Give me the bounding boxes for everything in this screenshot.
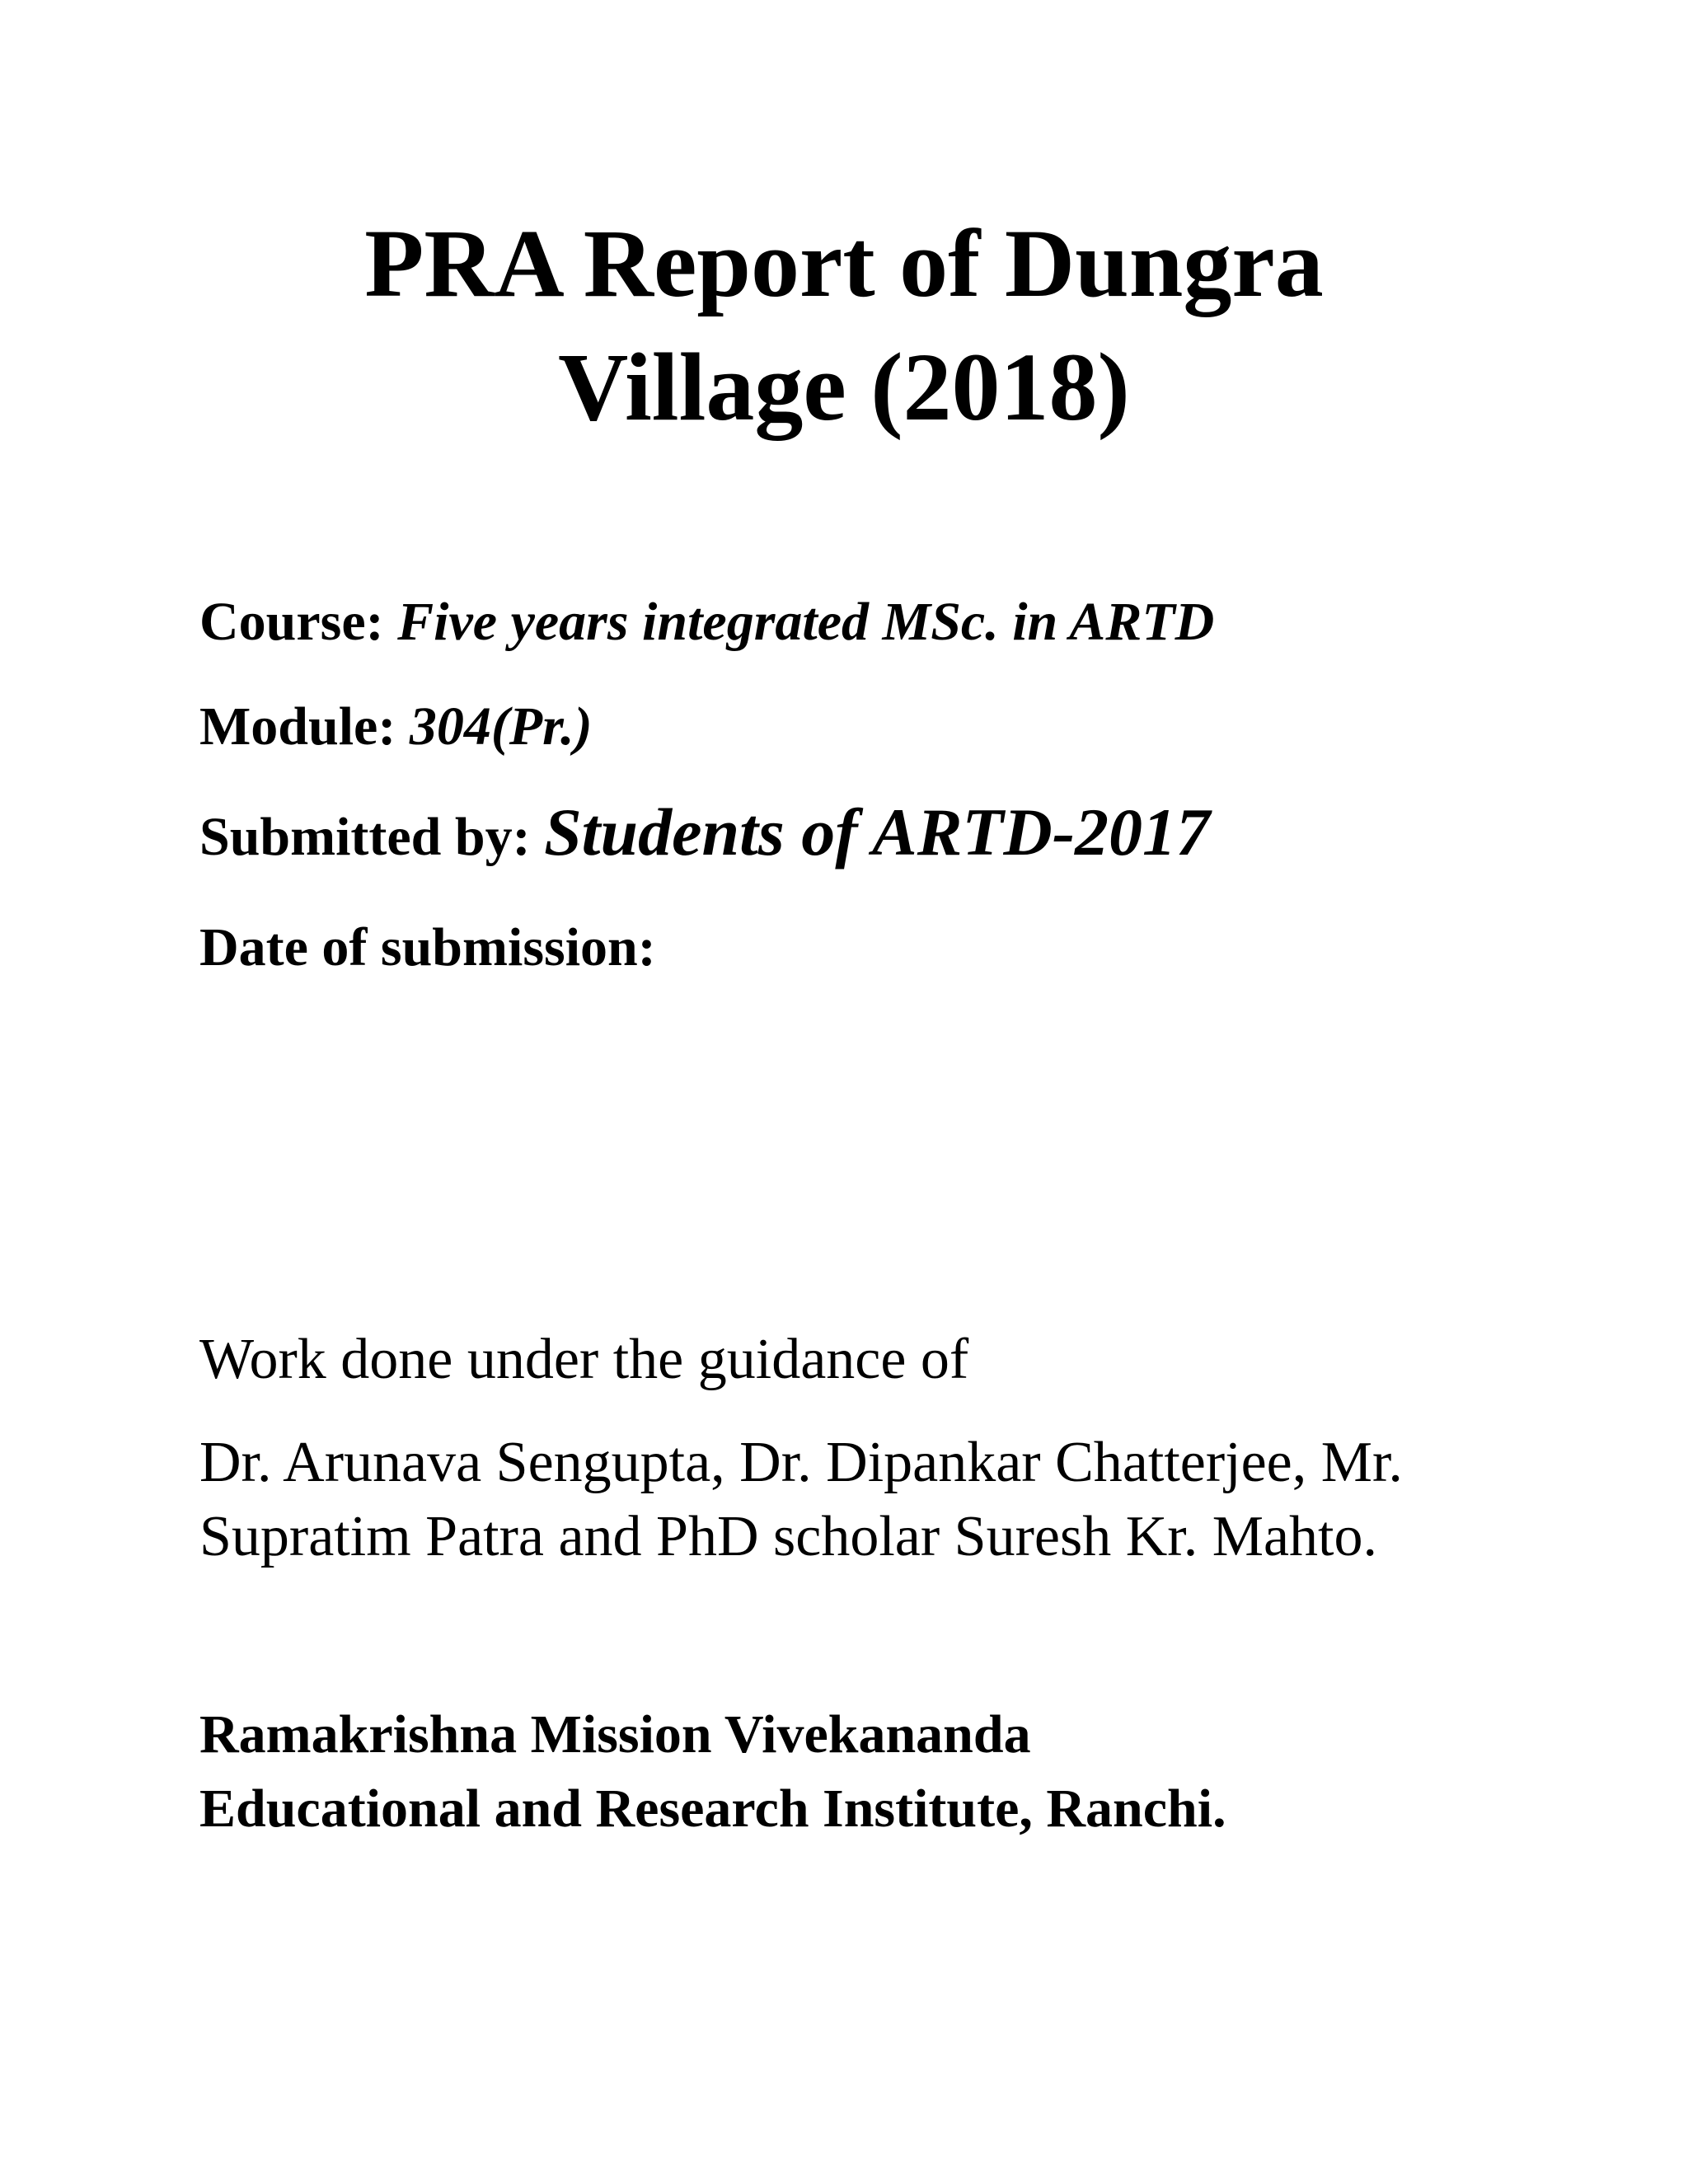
report-title	[0, 202, 1688, 449]
course-value: Five years integrated MSc. in ARTD	[397, 592, 1215, 652]
module-row	[199, 694, 593, 760]
submitted-by-value: Students of ARTD-2017	[544, 794, 1211, 869]
course-row	[199, 589, 1214, 655]
date-of-submission-label: Date of submission:	[199, 917, 656, 977]
module-value: 304(Pr.)	[409, 696, 593, 757]
module-label: Module:	[199, 696, 396, 757]
date-of-submission-row	[199, 915, 656, 981]
report-title-line-2: Village (2018)	[558, 333, 1130, 441]
guides-list: Dr. Arunava Sengupta, Dr. Dipankar Chatterjee, Mr. Supratim Patra and PhD scholar Suresh Kr. Mahto.	[199, 1431, 1403, 1568]
institute-name-line-2: Educational and Research Institute, Ranchi.	[199, 1779, 1226, 1839]
submitted-by-label: Submitted by:	[199, 807, 531, 867]
guidance-intro: Work done under the guidance of	[199, 1328, 969, 1391]
course-label: Course:	[199, 592, 384, 652]
institute-name-line-1: Ramakrishna Mission Vivekananda	[199, 1704, 1031, 1765]
report-title-line-1: PRA Report of Dungra	[364, 209, 1324, 317]
institute-name	[199, 1698, 1551, 1846]
submitted-by-row	[199, 794, 1211, 870]
